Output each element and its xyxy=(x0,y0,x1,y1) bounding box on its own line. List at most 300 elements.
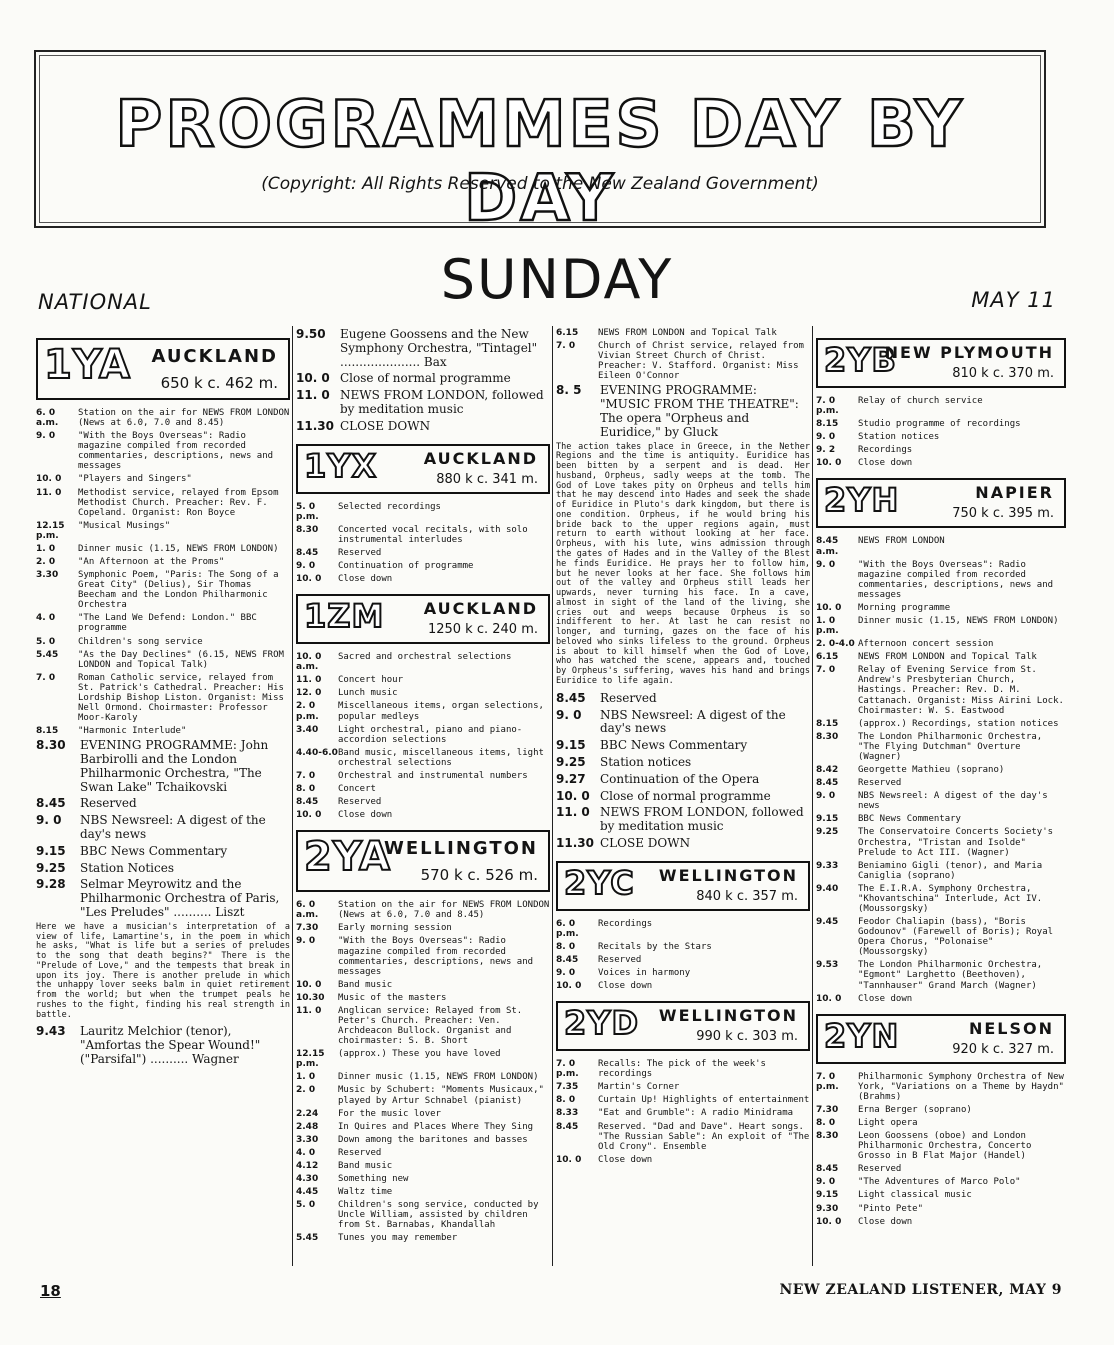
programme-description: Band music xyxy=(338,979,393,990)
programme-description: BBC News Commentary xyxy=(600,738,748,753)
programme-list-1yx xyxy=(296,502,550,585)
programme-description: Station Notices xyxy=(80,860,174,875)
programme-time: 8. 0 xyxy=(296,783,316,794)
programme-item xyxy=(36,474,290,484)
programme-time: 10. 0 xyxy=(816,993,842,1004)
programme-item xyxy=(296,900,550,920)
programme-item xyxy=(816,827,1066,857)
station-city: WELLINGTON xyxy=(658,1006,798,1026)
programme-description: "Players and Singers" xyxy=(78,474,192,485)
programme-time: 10. 0 xyxy=(556,981,582,992)
programme-item xyxy=(296,1187,550,1197)
programme-item xyxy=(296,748,550,768)
station-city: NEW PLYMOUTH xyxy=(884,343,1054,362)
programme-item xyxy=(36,570,290,610)
programme-description: Light opera xyxy=(858,1117,918,1128)
programme-time: 8.45 xyxy=(556,690,586,705)
programme-time: 8.30 xyxy=(296,524,319,535)
station-frequency: 920 k c. 327 m. xyxy=(952,1041,1054,1057)
programme-item xyxy=(296,1109,550,1119)
programme-description: Reserved xyxy=(338,1147,382,1158)
programme-list-2ya-continued xyxy=(556,328,810,381)
programme-item xyxy=(296,688,550,698)
programme-description: (approx.) Recordings, station notices xyxy=(858,718,1059,729)
programme-item xyxy=(556,968,810,978)
programme-item xyxy=(36,408,290,428)
programme-description: Early morning session xyxy=(338,923,452,934)
programme-time: 6. 0 p.m. xyxy=(556,918,579,939)
programme-time: 10. 0 xyxy=(556,788,590,803)
programme-item xyxy=(556,955,810,965)
programme-item xyxy=(556,709,810,737)
programme-time: 9.15 xyxy=(556,738,586,753)
programme-time: 8.15 xyxy=(36,726,59,737)
station-city: WELLINGTON xyxy=(384,838,538,860)
programme-description: "Eat and Grumble": A radio Minidrama xyxy=(598,1108,794,1119)
programme-time: 9.33 xyxy=(816,860,839,871)
programme-item xyxy=(36,797,290,811)
programme-time: 4.12 xyxy=(296,1160,319,1171)
programme-item xyxy=(816,884,1066,914)
page-number: 18 xyxy=(40,1282,61,1300)
station-frequency: 570 k c. 526 m. xyxy=(420,866,538,885)
programme-description: Waltz time xyxy=(338,1187,393,1198)
programme-item xyxy=(296,1174,550,1184)
programme-time: 9. 0 xyxy=(556,968,576,978)
programme-description: Reserved xyxy=(598,954,642,965)
programme-description: Sacred and orchestral selections xyxy=(338,652,512,663)
programme-item xyxy=(296,525,550,545)
programme-description: Beniamino Gigli (tenor), and Maria Caniglia (soprano) xyxy=(858,860,1043,881)
programme-description: EVENING PROGRAMME: John Barbirolli and the London Philharmonic Orchestra, "The Swan Lake" Tchaikovski xyxy=(80,738,269,794)
programme-item xyxy=(36,650,290,670)
programme-item xyxy=(556,1108,810,1118)
programme-description: Concerted vocal recitals, with solo instrumental interludes xyxy=(338,524,528,545)
programme-description: Reserved xyxy=(338,797,382,808)
station-box-1yx xyxy=(296,444,550,494)
programme-description: Lunch music xyxy=(338,688,398,699)
programme-description: Band music, miscellaneous items, light orchestral selections xyxy=(338,747,544,768)
page-title: PROGRAMMES DAY BY DAY xyxy=(115,88,965,236)
programme-time: 8.45 xyxy=(36,796,66,811)
programme-item xyxy=(296,701,550,721)
programme-item xyxy=(296,652,550,672)
programme-description: Symphonic Poem, "Paris: The Song of a Great City" (Delius), Sir Thomas Beecham and the London Philharmonic Orchestra xyxy=(78,570,279,611)
programme-time: 9.27 xyxy=(556,771,586,786)
programme-note-liszt: Here we have a musician's interpretation of a view of life, Lamartine's, in the poem in which he asks, "What is life but a series of preludes to the song that death begins?" There is the "Prelude of Love," and the tempests that break in upon its joy. There is another prelude in which the unhappy lover seeks balm in quiet retirement from the world; but when the trumpet peals he rushes to the fight, finding his real strength in battle. xyxy=(36,921,290,1020)
column-3 xyxy=(556,328,810,1264)
programme-list-2yh xyxy=(816,536,1066,1003)
programme-item xyxy=(816,1177,1066,1187)
station-frequency: 650 k c. 462 m. xyxy=(160,374,278,392)
programme-description: Relay of Evening Service from St. Andrew's Presbyterian Church, Hastings. Preacher: Rev. D. M. Cattanach. Organist: Miss Airini Lock. Choirmaster: W. S. Eastwood xyxy=(858,665,1064,716)
programme-item xyxy=(296,810,550,820)
programme-description: Station on the air for NEWS FROM LONDON (News at 6.0, 7.0 and 8.45) xyxy=(338,900,550,921)
programme-description: Station notices xyxy=(600,754,692,769)
station-box-2yn xyxy=(816,1014,1066,1064)
programme-description: EVENING PROGRAMME: "MUSIC FROM THE THEATRE": The opera "Orpheus and Euridice," by Gluck xyxy=(600,383,799,439)
programme-time: 9.50 xyxy=(296,328,326,341)
station-call-sign: 2YD xyxy=(564,1004,639,1043)
programme-description: Music of the masters xyxy=(338,992,447,1003)
programme-item xyxy=(296,389,550,417)
programme-description: Reserved xyxy=(600,690,657,705)
station-city: WELLINGTON xyxy=(658,865,798,885)
programme-item xyxy=(556,773,810,787)
programme-description: Relay of church service xyxy=(858,396,983,406)
programme-time: 11. 0 xyxy=(36,487,62,498)
copyright-notice: (Copyright: All Rights Reserved to the New Zealand Government) xyxy=(261,174,819,194)
programme-description: Station notices xyxy=(858,432,940,443)
programme-time: 2.24 xyxy=(296,1108,319,1119)
date-label: MAY 11 xyxy=(971,288,1056,312)
programme-description: Reserved xyxy=(80,796,137,811)
programme-item xyxy=(296,420,550,434)
programme-time: 9.45 xyxy=(816,917,839,928)
station-call-sign: 2YN xyxy=(824,1016,900,1055)
station-frequency: 750 k c. 395 m. xyxy=(952,506,1054,522)
programme-time: 8.33 xyxy=(556,1108,579,1119)
programme-list-2yd xyxy=(556,1059,810,1165)
programme-item xyxy=(36,637,290,647)
programme-description: Reserved. "Dad and Dave". Heart songs. "The Russian Sable": An exploit of "The Old Crony". Ensemble xyxy=(598,1121,810,1152)
programme-description: Close down xyxy=(338,574,393,585)
programme-item xyxy=(296,1200,550,1230)
programme-description: Close of normal programme xyxy=(600,788,771,803)
programme-description: Miscellaneous items, organ selections, popular medleys xyxy=(338,701,544,722)
programme-time: 6.15 xyxy=(816,652,839,663)
programme-list-2ya xyxy=(296,900,550,1243)
programme-item xyxy=(296,574,550,584)
programme-description: "An Afternoon at the Proms" xyxy=(78,557,225,568)
programme-item xyxy=(296,923,550,933)
programme-description: "Pinto Pete" xyxy=(858,1203,924,1214)
station-box-1ya xyxy=(36,338,290,400)
programme-time: 7. 0 xyxy=(816,665,836,676)
programme-time: 7.30 xyxy=(296,923,319,934)
programme-time: 8. 0 xyxy=(556,1095,576,1106)
programme-item xyxy=(36,1025,290,1066)
programme-description: The London Philharmonic Orchestra, "The Flying Dutchman" Overture (Wagner) xyxy=(858,731,1043,762)
programme-time: 1. 0 xyxy=(36,543,56,554)
programme-description: In Quires and Places Where They Sing xyxy=(338,1121,534,1132)
programme-description: NBS Newsreel: A digest of the day's news xyxy=(600,707,786,736)
programme-description: Tunes you may remember xyxy=(338,1233,458,1244)
programme-list-2ya-late xyxy=(556,692,810,851)
programme-item xyxy=(816,732,1066,762)
programme-list-2yc xyxy=(556,919,810,991)
programme-time: 9.53 xyxy=(816,960,839,971)
station-city: NAPIER xyxy=(975,483,1054,503)
programme-time: 5. 0 xyxy=(296,1200,316,1211)
programme-time: 9. 0 xyxy=(36,813,62,828)
programme-item xyxy=(816,1105,1066,1115)
programme-time: 4.40-6.0 xyxy=(296,747,338,758)
programme-time: 9. 0 xyxy=(296,560,316,571)
programme-time: 4.30 xyxy=(296,1174,319,1185)
programme-time: 11.30 xyxy=(296,418,334,433)
programme-description: Light classical music xyxy=(858,1190,972,1201)
programme-item xyxy=(816,639,1066,649)
programme-time: 9.25 xyxy=(36,860,66,875)
programme-time: 12.15 p.m. xyxy=(36,520,65,541)
programme-item xyxy=(816,778,1066,788)
programme-list-2yb xyxy=(816,396,1066,468)
programme-item xyxy=(296,993,550,1003)
station-city: AUCKLAND xyxy=(423,448,538,468)
programme-item xyxy=(296,1085,550,1105)
programme-item xyxy=(816,560,1066,600)
programme-item xyxy=(36,845,290,859)
programme-item xyxy=(556,981,810,991)
programme-item xyxy=(296,548,550,558)
programme-time: 7.30 xyxy=(816,1104,839,1115)
station-call-sign: 1YX xyxy=(304,446,378,485)
station-box-1zm xyxy=(296,594,550,644)
programme-item xyxy=(816,1164,1066,1174)
programme-time: 9. 0 xyxy=(816,791,836,802)
programme-list-2yn xyxy=(816,1072,1066,1227)
programme-item xyxy=(556,806,810,834)
programme-description: Recitals by the Stars xyxy=(598,941,712,952)
station-call-sign: 2YC xyxy=(564,863,635,902)
programme-item xyxy=(556,790,810,804)
programme-time: 9. 0 xyxy=(816,1177,836,1188)
programme-time: 12. 0 xyxy=(296,688,322,699)
programme-time: 8.45 xyxy=(556,954,579,965)
programme-description: Recordings xyxy=(858,445,913,456)
programme-item xyxy=(556,1122,810,1152)
programme-time: 11. 0 xyxy=(556,805,590,820)
programme-item xyxy=(296,372,550,386)
programme-time: 3.40 xyxy=(296,724,319,735)
programme-description: Lauritz Melchior (tenor), "Amfortas the Spear Wound!" ("Parsifal") .......... Wagner xyxy=(80,1024,261,1067)
programme-note-orpheus: The action takes place in Greece, in the Nether Regions and the time is antiquity. Euridice has been bitten by a serpent and is dead. Her husband, Orpheus, sadly weeps at the tomb. The God of Love takes pity on Orpheus and tells him that he may descend into Hades and seek the shade of Euridice in Pluto's dark kingdom, but there is one condition. Orpheus, if he would bring his bride back to the upper regions again, must return to earth without looking at her face. Orpheus, with his lute, wins admission through the gates of Hades and in the Valley of the Blest he finds Euridice. He prays her to follow him, but he never looks at her face. She follows him out of the valley and Orpheus still leads her upwards, never turning his face. In a cave, almost in sight of the land of the living, she cries out and weeps because Orpheus is so indifferent to her. At last he can resist no longer, and turning, gazes on the face of his beloved who sinks lifeless to the ground. Orpheus is about to kill himself when the God of Love, who has watched the scene, appears and, touched by Orpheus's suffering, waves his hand and brings Euridice to life again. xyxy=(556,441,810,686)
station-box-2ya xyxy=(296,830,550,892)
programme-time: 8. 0 xyxy=(556,941,576,952)
programme-time: 7. 0 xyxy=(36,672,56,683)
programme-item xyxy=(556,341,810,381)
programme-item xyxy=(296,797,550,807)
programme-item xyxy=(556,384,810,439)
station-box-2yc xyxy=(556,861,810,911)
programme-time: 7. 0 xyxy=(296,770,316,781)
programme-item xyxy=(296,561,550,571)
programme-item xyxy=(296,502,550,522)
programme-time: 9. 2 xyxy=(816,445,836,456)
programme-description: NEWS FROM LONDON and Topical Talk xyxy=(598,328,777,338)
programme-description: CLOSE DOWN xyxy=(600,835,691,850)
programme-time: 10. 0 xyxy=(556,1154,582,1165)
programme-time: 9. 0 xyxy=(36,431,56,442)
programme-item xyxy=(556,1095,810,1105)
station-call-sign: 1ZM xyxy=(304,597,385,636)
programme-description: "The Land We Defend: London." BBC programme xyxy=(78,613,257,634)
programme-item xyxy=(36,726,290,736)
programme-item xyxy=(556,739,810,753)
programme-description: "The Adventures of Marco Polo" xyxy=(858,1177,1021,1188)
column-4 xyxy=(816,328,1066,1264)
programme-item xyxy=(556,328,810,338)
programme-description: "With the Boys Overseas": Radio magazine compiled from recorded commentaries, descriptions, news and messages xyxy=(858,559,1054,600)
programme-description: Continuation of programme xyxy=(338,560,474,571)
column-2 xyxy=(296,328,550,1264)
programme-list-1ya-continued xyxy=(296,328,550,434)
programme-time: 8.45 xyxy=(296,547,319,558)
programme-item xyxy=(816,432,1066,442)
programme-description: Anglican service: Relayed from St. Peter's Church. Preacher: Ven. Archdeacon Bullock. Organist and choirmaster: S. B. Short xyxy=(338,1005,523,1047)
programme-item xyxy=(816,765,1066,775)
programme-description: NEWS FROM LONDON xyxy=(858,536,945,547)
programme-time: 7. 0 p.m. xyxy=(556,1059,579,1080)
programme-item xyxy=(816,1118,1066,1128)
programme-time: 9. 0 xyxy=(296,936,316,947)
programme-description: Curtain Up! Highlights of entertainment xyxy=(598,1095,810,1106)
programme-description: NEWS FROM LONDON, followed by meditation music xyxy=(600,805,804,834)
column-1 xyxy=(36,328,290,1264)
programme-item xyxy=(36,488,290,518)
programme-time: 2. 0 xyxy=(296,1085,316,1096)
programme-description: Georgette Mathieu (soprano) xyxy=(858,765,1005,776)
station-frequency: 840 k c. 357 m. xyxy=(696,888,798,904)
station-frequency: 880 k c. 341 m. xyxy=(436,471,538,487)
station-city: AUCKLAND xyxy=(151,346,278,367)
programme-time: 2. 0 xyxy=(36,557,56,568)
programme-description: Light orchestral, piano and piano-accordion selections xyxy=(338,724,523,745)
programme-list-1ya-late xyxy=(36,1025,290,1066)
programme-item xyxy=(556,1082,810,1092)
programme-time: 4.45 xyxy=(296,1187,319,1198)
programme-time: 8.15 xyxy=(816,718,839,729)
day-heading: SUNDAY xyxy=(440,248,674,311)
programme-time: 2.48 xyxy=(296,1121,319,1132)
programme-item xyxy=(296,936,550,976)
programme-item xyxy=(296,980,550,990)
station-box-2yd xyxy=(556,1001,810,1051)
programme-description: Afternoon concert session xyxy=(858,639,994,650)
programme-time: 11. 0 xyxy=(296,675,322,686)
programme-item xyxy=(816,665,1066,715)
programme-time: 8. 5 xyxy=(556,383,582,398)
programme-time: 4. 0 xyxy=(36,613,56,624)
programme-item xyxy=(816,719,1066,729)
programme-item xyxy=(36,862,290,876)
programme-item xyxy=(816,994,1066,1004)
programme-time: 6. 0 a.m. xyxy=(296,900,319,921)
programme-time: 6. 0 a.m. xyxy=(36,408,59,429)
programme-description: Close down xyxy=(598,1154,653,1165)
programme-description: Dinner music (1.15, NEWS FROM LONDON) xyxy=(858,616,1059,627)
programme-time: 8. 0 xyxy=(816,1117,836,1128)
programme-item xyxy=(296,1006,550,1046)
programme-item xyxy=(296,1122,550,1132)
programme-description: Close down xyxy=(598,981,653,992)
programme-item xyxy=(296,328,550,369)
station-call-sign: 1YA xyxy=(44,342,131,388)
programme-description: Dinner music (1.15, NEWS FROM LONDON) xyxy=(338,1072,539,1083)
programme-item xyxy=(556,1155,810,1165)
programme-description: Music by Schubert: "Moments Musicaux," played by Artur Schnabel (pianist) xyxy=(338,1085,544,1106)
programme-description: Close down xyxy=(338,810,393,821)
programme-time: 10. 0 a.m. xyxy=(296,652,322,673)
programme-item xyxy=(816,419,1066,429)
programme-time: 6.15 xyxy=(556,328,579,338)
programme-item xyxy=(556,919,810,939)
programme-time: 9.25 xyxy=(816,827,839,838)
programme-item xyxy=(816,960,1066,990)
programme-item xyxy=(816,458,1066,468)
programme-description: Continuation of the Opera xyxy=(600,771,760,786)
programme-time: 7.35 xyxy=(556,1082,579,1093)
programme-description: Church of Christ service, relayed from Vivian Street Church of Christ. Preacher: V. Stafford. Organist: Miss Eileen O'Connor xyxy=(598,341,804,382)
programme-time: 9.28 xyxy=(36,877,66,892)
programme-description: Orchestral and instrumental numbers xyxy=(338,770,528,781)
programme-item xyxy=(296,1135,550,1145)
programme-description: (approx.) These you have loved xyxy=(338,1049,501,1060)
programme-time: 8.45 a.m. xyxy=(816,536,839,557)
programme-item xyxy=(816,603,1066,613)
programme-description: Station on the air for NEWS FROM LONDON (News at 6.0, 7.0 and 8.45) xyxy=(78,408,290,429)
programme-description: CLOSE DOWN xyxy=(340,418,431,433)
programme-description: Methodist service, relayed from Epsom Methodist Church. Preacher: Rev. F. Copeland. Organist: Ron Boyce xyxy=(78,487,279,518)
programme-time: 12.15 p.m. xyxy=(296,1049,325,1070)
programme-item xyxy=(816,1131,1066,1161)
station-city: AUCKLAND xyxy=(423,599,538,619)
programme-time: 10. 0 xyxy=(296,371,330,386)
programme-time: 9. 0 xyxy=(556,707,582,722)
programme-item xyxy=(296,1161,550,1171)
programme-item xyxy=(296,771,550,781)
programme-item xyxy=(36,431,290,471)
programme-time: 9.40 xyxy=(816,883,839,894)
programme-description: "As the Day Declines" (6.15, NEWS FROM LONDON and Topical Talk) xyxy=(78,649,284,670)
programme-description: BBC News Commentary xyxy=(80,843,228,858)
programme-description: Erna Berger (soprano) xyxy=(858,1104,972,1115)
programme-list-2ya-evening xyxy=(556,384,810,439)
programme-time: 3.30 xyxy=(296,1134,319,1145)
programme-item xyxy=(36,878,290,919)
programme-description: Philharmonic Symphony Orchestra of New York, "Variations on a Theme by Haydn" (Brahms) xyxy=(858,1071,1064,1102)
programme-description: Morning programme xyxy=(858,602,951,613)
programme-time: 10.30 xyxy=(296,992,325,1003)
programme-description: Close of normal programme xyxy=(340,371,511,386)
programme-description: Close down xyxy=(858,458,913,469)
programme-time: 1. 0 xyxy=(296,1072,316,1083)
programme-time: 2. 0-4.0 xyxy=(816,639,855,650)
programme-item xyxy=(556,1059,810,1079)
column-divider xyxy=(552,326,553,1266)
programme-description: The London Philharmonic Orchestra, "Egmont" Larghetto (Beethoven), "Tannhauser" Grand March (Wagner) xyxy=(858,960,1043,991)
programme-description: Reserved xyxy=(338,547,382,558)
programme-item xyxy=(816,616,1066,636)
programme-description: Children's song service, conducted by Uncle William, assisted by children from St. Barnabas, Khandallah xyxy=(338,1200,539,1231)
programme-time: 9. 0 xyxy=(816,559,836,570)
programme-time: 5. 0 p.m. xyxy=(296,501,319,522)
programme-time: 8.30 xyxy=(816,1131,839,1142)
programme-time: 8.42 xyxy=(816,765,839,776)
programme-item xyxy=(36,521,290,541)
programme-description: Recordings xyxy=(598,918,653,929)
programme-time: 9.15 xyxy=(816,814,839,825)
programme-time: 10. 0 xyxy=(816,458,842,469)
programme-item xyxy=(296,1233,550,1243)
programme-description: Roman Catholic service, relayed from St. Patrick's Cathedral. Preacher: His Lordship Bishop Liston. Organist: Miss Nell Ormond. Choirmaster: Professor Moor-Karoly xyxy=(78,672,284,724)
station-box-2yh xyxy=(816,478,1066,528)
programme-description: "Harmonic Interlude" xyxy=(78,726,187,737)
programme-item xyxy=(816,1217,1066,1227)
programme-item xyxy=(36,613,290,633)
programme-item xyxy=(816,814,1066,824)
